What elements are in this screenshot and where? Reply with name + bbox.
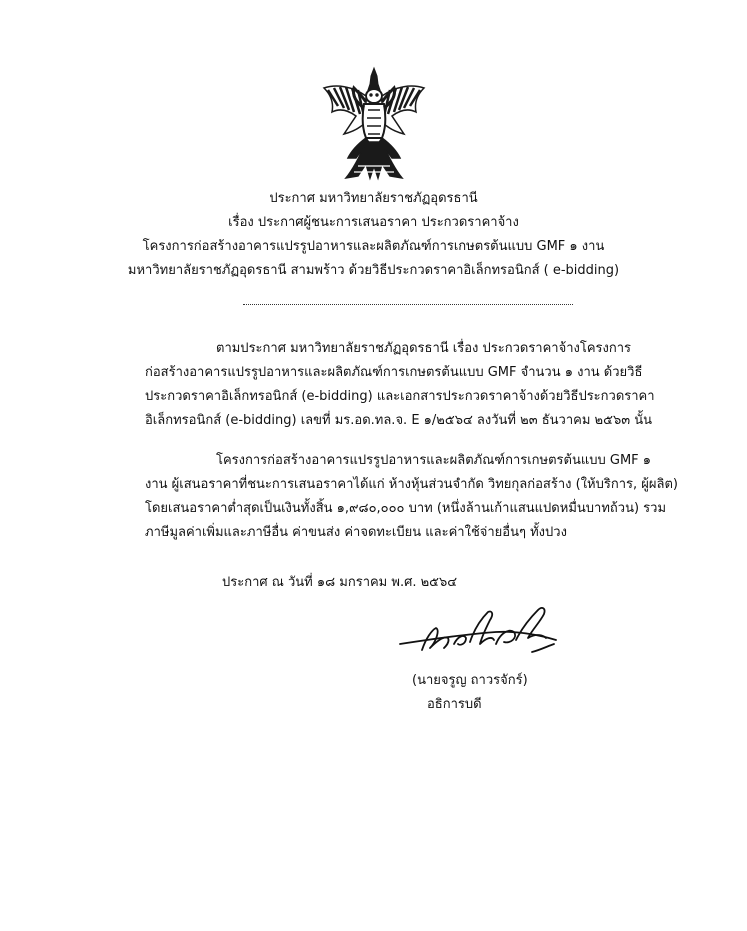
project-location-method: มหาวิทยาลัยราชภัฏอุดรธานี สามพร้าว ด้วยวิธีประกวดราคาอิเล็กทรอนิกส์ ( e-bidding) [127,263,620,278]
paragraph1-line1: ตามประกาศ มหาวิทยาลัยราชภัฏอุดรธานี เรื่อง ประกวดราคาจ้างโครงการ [216,341,632,356]
signer-name: (นายจรูญ ถาวรจักร์) [412,673,528,688]
garuda-emblem-icon [318,66,430,184]
announcement-header: ประกาศ มหาวิทยาลัยราชภัฏอุดรธานี [269,191,478,206]
separator-line [243,304,573,305]
paragraph2-line1: โครงการก่อสร้างอาคารแปรรูปอาหารและผลิตภัณฑ์การเกษตรต้นแบบ GMF ๑ [216,453,652,468]
paragraph2-line4: ภาษีมูลค่าเพิ่มและภาษีอื่น ค่าขนส่ง ค่าจดทะเบียน และค่าใช้จ่ายอื่นๆ ทั้งปวง [145,525,567,540]
paragraph2-line3: โดยเสนอราคาต่ำสุดเป็นเงินทั้งสิ้น ๑,๙๘๐,๐๐๐ บาท (หนึ่งล้านเก้าแสนแปดหมื่นบาทถ้วน) รวม [145,501,667,516]
signer-title: อธิการบดี [427,697,482,712]
paragraph2-line2: งาน ผู้เสนอราคาที่ชนะการเสนอราคาได้แก่ ห้างหุ้นส่วนจำกัด วิทยกุลก่อสร้าง (ให้บริการ, ผู้ผลิต) [145,477,678,492]
announcement-date: ประกาศ ณ วันที่ ๑๘ มกราคม พ.ศ. ๒๕๖๔ [222,575,458,590]
announcement-subject: เรื่อง ประกาศผู้ชนะการเสนอราคา ประกวดราคาจ้าง [228,215,519,230]
paragraph1-line2: ก่อสร้างอาคารแปรรูปอาหารและผลิตภัณฑ์การเกษตรต้นแบบ GMF จำนวน ๑ งาน ด้วยวิธี [145,365,643,380]
paragraph1-line4: อิเล็กทรอนิกส์ (e-bidding) เลขที่ มร.อด.ทล.จ. E ๑/๒๕๖๔ ลงวันที่ ๒๓ ธันวาคม ๒๕๖๓ นั้น [145,413,652,428]
project-title: โครงการก่อสร้างอาคารแปรรูปอาหารและผลิตภัณฑ์การเกษตรต้นแบบ GMF ๑ งาน [142,239,605,254]
handwritten-signature [396,600,564,672]
paragraph1-line3: ประกวดราคาอิเล็กทรอนิกส์ (e-bidding) และเอกสารประกวดราคาจ้างด้วยวิธีประกวดราคา [145,389,655,404]
